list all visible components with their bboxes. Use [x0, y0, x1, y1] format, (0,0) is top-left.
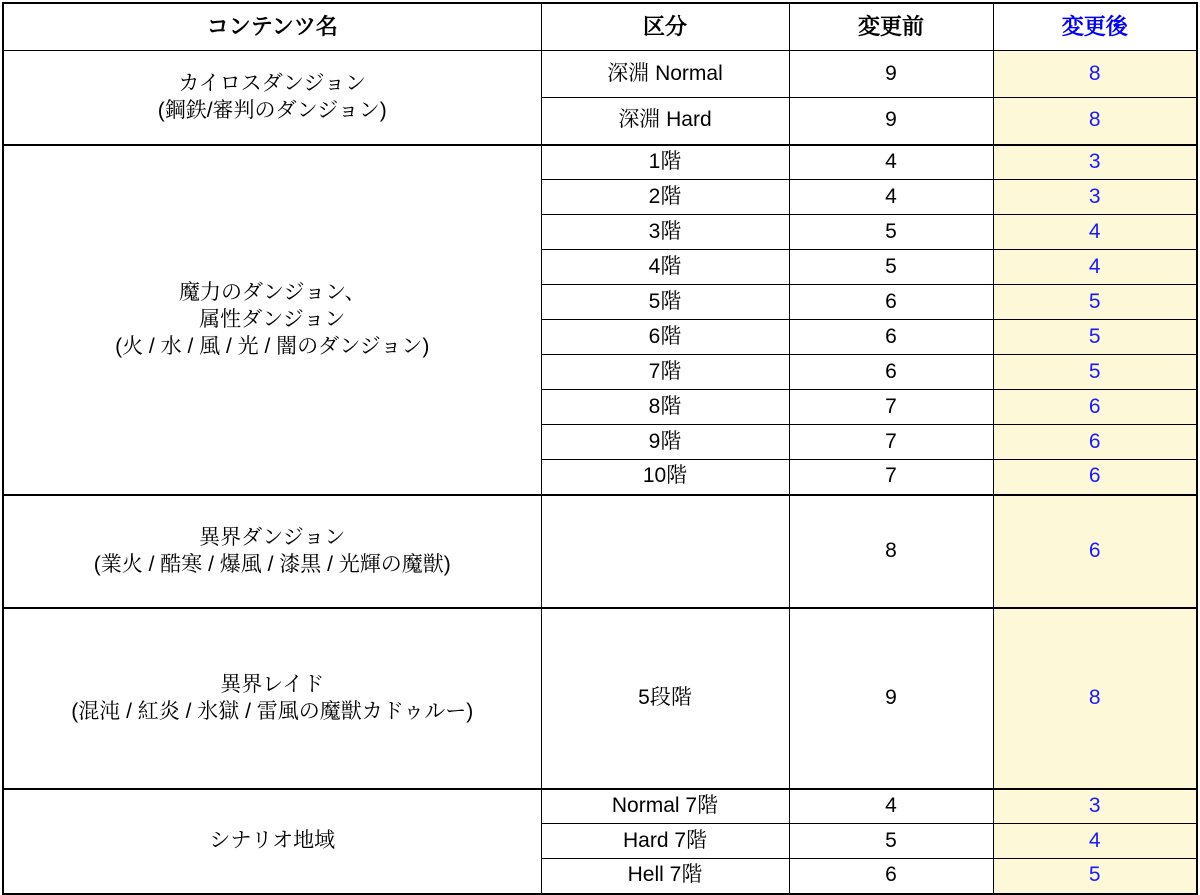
content-name-line: 属性ダンジョン	[199, 307, 346, 331]
before-value-cell: 7	[789, 460, 993, 495]
section-cell: 5段階	[541, 608, 789, 789]
before-value-cell: 6	[789, 355, 993, 390]
before-value-cell: 4	[789, 145, 993, 180]
before-value-cell: 6	[789, 320, 993, 355]
after-value-cell: 5	[993, 320, 1197, 355]
section-cell: Hell 7階	[541, 859, 789, 894]
before-value-cell: 9	[789, 98, 993, 145]
before-value-cell: 5	[789, 215, 993, 250]
table-row	[3, 51, 1197, 98]
table-header	[3, 3, 1197, 51]
content-name-cell	[3, 608, 541, 789]
after-value-cell: 3	[993, 789, 1197, 824]
table-row	[3, 789, 1197, 824]
section-cell: 6階	[541, 320, 789, 355]
content-name-line: (業火 / 酷寒 / 爆風 / 漆黒 / 光輝の魔獣)	[93, 553, 451, 576]
before-value-cell: 5	[789, 824, 993, 859]
after-value-cell: 3	[993, 180, 1197, 215]
content-name-line: 異界ダンジョン	[199, 525, 346, 549]
after-value-cell: 6	[993, 460, 1197, 495]
content-change-table	[2, 2, 1198, 895]
content-name-line: シナリオ地域	[209, 829, 336, 853]
after-value-cell: 8	[993, 51, 1197, 98]
before-value-cell: 7	[789, 390, 993, 425]
section-cell: 9階	[541, 425, 789, 460]
after-value-cell: 6	[993, 390, 1197, 425]
content-name-line: (鋼鉄/審判のダンジョン)	[157, 99, 387, 123]
content-name-line: 異界レイド	[220, 672, 325, 696]
section-cell: 1階	[541, 145, 789, 180]
table-body	[3, 51, 1197, 894]
before-value-cell: 6	[789, 285, 993, 320]
section-cell: 3階	[541, 215, 789, 250]
after-value-cell: 6	[993, 495, 1197, 608]
section-cell: 7階	[541, 355, 789, 390]
content-name-cell	[3, 495, 541, 608]
before-value-cell: 9	[789, 608, 993, 789]
after-value-cell: 8	[993, 608, 1197, 789]
before-value-cell: 5	[789, 250, 993, 285]
section-cell	[541, 495, 789, 608]
section-cell: 10階	[541, 460, 789, 495]
content-name-line: (混沌 / 紅炎 / 氷獄 / 雷風の魔獣カドゥルー)	[71, 700, 474, 723]
after-value-cell: 4	[993, 215, 1197, 250]
content-name-line: 魔力のダンジョン、	[178, 280, 366, 304]
content-name-cell	[3, 51, 541, 145]
table-row	[3, 495, 1197, 608]
section-cell: 2階	[541, 180, 789, 215]
before-value-cell: 4	[789, 789, 993, 824]
table-row	[3, 608, 1197, 789]
before-value-cell: 7	[789, 425, 993, 460]
after-value-cell: 5	[993, 859, 1197, 894]
content-name-line: (火 / 水 / 風 / 光 / 闇のダンジョン)	[115, 335, 430, 359]
content-name-cell	[3, 789, 541, 894]
header-content-name: コンテンツ名	[3, 3, 541, 51]
after-value-cell: 4	[993, 250, 1197, 285]
after-value-cell: 3	[993, 145, 1197, 180]
section-cell: 5階	[541, 285, 789, 320]
section-cell: Hard 7階	[541, 824, 789, 859]
header-section: 区分	[541, 3, 789, 51]
header-after: 変更後	[993, 3, 1197, 51]
section-cell: 深淵 Hard	[541, 98, 789, 145]
header-row	[3, 3, 1197, 51]
after-value-cell: 5	[993, 355, 1197, 390]
before-value-cell: 9	[789, 51, 993, 98]
header-before: 変更前	[789, 3, 993, 51]
before-value-cell: 4	[789, 180, 993, 215]
before-value-cell: 6	[789, 859, 993, 894]
before-value-cell: 8	[789, 495, 993, 608]
section-cell: Normal 7階	[541, 789, 789, 824]
section-cell: 4階	[541, 250, 789, 285]
after-value-cell: 8	[993, 98, 1197, 145]
after-value-cell: 5	[993, 285, 1197, 320]
table-row	[3, 145, 1197, 180]
content-name-cell	[3, 145, 541, 495]
section-cell: 深淵 Normal	[541, 51, 789, 98]
after-value-cell: 6	[993, 425, 1197, 460]
content-name-line: カイロスダンジョン	[178, 71, 367, 95]
after-value-cell: 4	[993, 824, 1197, 859]
section-cell: 8階	[541, 390, 789, 425]
